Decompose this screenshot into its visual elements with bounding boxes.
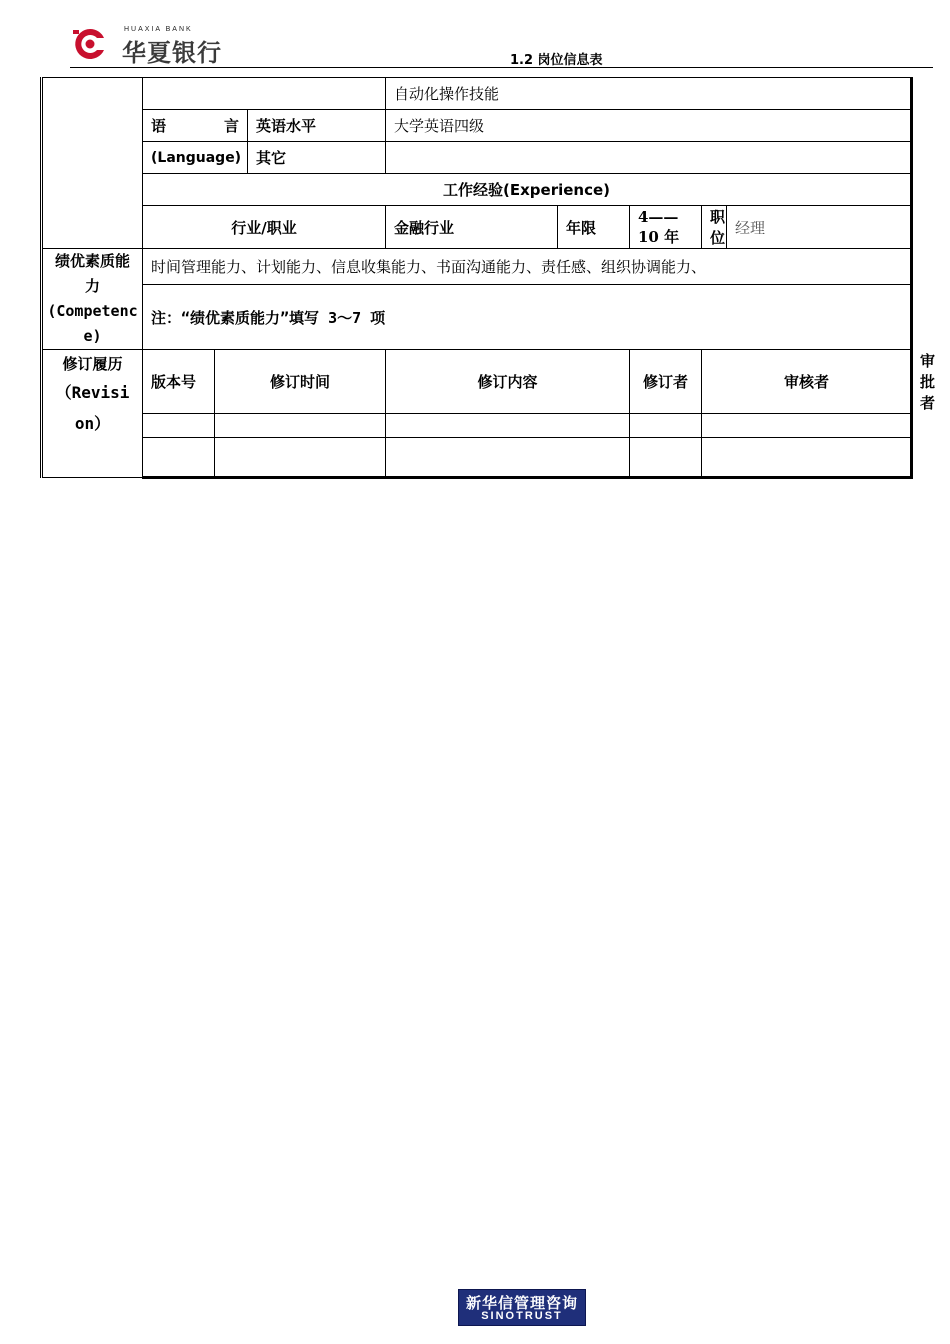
years-label: 年限: [558, 206, 630, 249]
revision-cell: [702, 414, 912, 438]
huaxia-logo-icon: [70, 26, 110, 62]
other-language-value: [386, 142, 912, 174]
table-row: [42, 438, 912, 478]
competence-label-en: (Competence): [47, 302, 138, 345]
experience-title: 工作经验(Experience): [143, 174, 912, 206]
bank-name-cn: 华夏银行: [122, 39, 222, 67]
automation-skill: 自动化操作技能: [386, 78, 912, 110]
sinotrust-logo-en: SINOTRUST: [481, 1310, 563, 1322]
bank-name-en: HUAXIA BANK: [124, 26, 193, 33]
skills-blank-cell: [143, 78, 386, 110]
revision-label-en: （Revision）: [55, 383, 130, 433]
revision-side-cell: [42, 350, 143, 478]
header-rule: [70, 67, 933, 68]
sinotrust-logo-cn: 新华信管理咨询: [465, 1294, 578, 1312]
position-label: 职位: [702, 206, 727, 249]
revision-cell: [630, 414, 702, 438]
revision-cell: [215, 438, 386, 478]
years-value: 4——10 年: [630, 206, 702, 249]
revision-cell: [386, 438, 630, 478]
industry-value: 金融行业: [386, 206, 558, 249]
col-revision-content: 修订内容: [386, 350, 630, 414]
other-language-label: 其它: [248, 142, 386, 174]
language-label-cn: 语 言: [143, 110, 248, 142]
table-row: [42, 414, 912, 438]
position-value: 经理: [727, 206, 912, 249]
competence-items: 时间管理能力、计划能力、信息收集能力、书面沟通能力、责任感、组织协调能力、: [143, 249, 912, 285]
skills-side-cell: [42, 78, 143, 249]
position-info-table: 自动化操作技能 语 言 英语水平 大学英语四级 (Language) 其它 工作经验(Experience) 行业/职业 金融行业 年限 4——10 年 职位 经理 绩优素质能力 (Competence) 时间管理能力、计划能力、信息收集能力、书面沟通能力、责任感、组织协调能力、 注：“绩优素质能力”填写 3～7 项 修订履历 （Revision） 版本号 修订时间 修订内容 修订者 审核者 审批者: [40, 77, 913, 479]
competence-label-cn: 绩优素质能力: [55, 252, 131, 295]
english-level-value: 大学英语四级: [386, 110, 912, 142]
competence-side-cell: [42, 249, 143, 350]
col-revision-time: 修订时间: [215, 350, 386, 414]
revision-cell: [630, 438, 702, 478]
doc-title: 1.2 岗位信息表: [510, 53, 603, 68]
revision-cell: [386, 414, 630, 438]
competence-note: 注：“绩优素质能力”填写 3～7 项: [143, 285, 912, 350]
revision-label-cn: 修订履历: [62, 355, 123, 373]
col-reviser: 修订者: [630, 350, 702, 414]
revision-cell: [143, 438, 215, 478]
language-label-en: (Language): [143, 142, 248, 174]
english-level-label: 英语水平: [248, 110, 386, 142]
revision-cell: [143, 414, 215, 438]
revision-cell: [702, 438, 912, 478]
industry-label: 行业/职业: [143, 206, 386, 249]
col-version: 版本号: [143, 350, 215, 414]
sinotrust-logo: [458, 1289, 586, 1326]
revision-cell: [215, 414, 386, 438]
col-reviewer: 审核者: [702, 350, 912, 414]
